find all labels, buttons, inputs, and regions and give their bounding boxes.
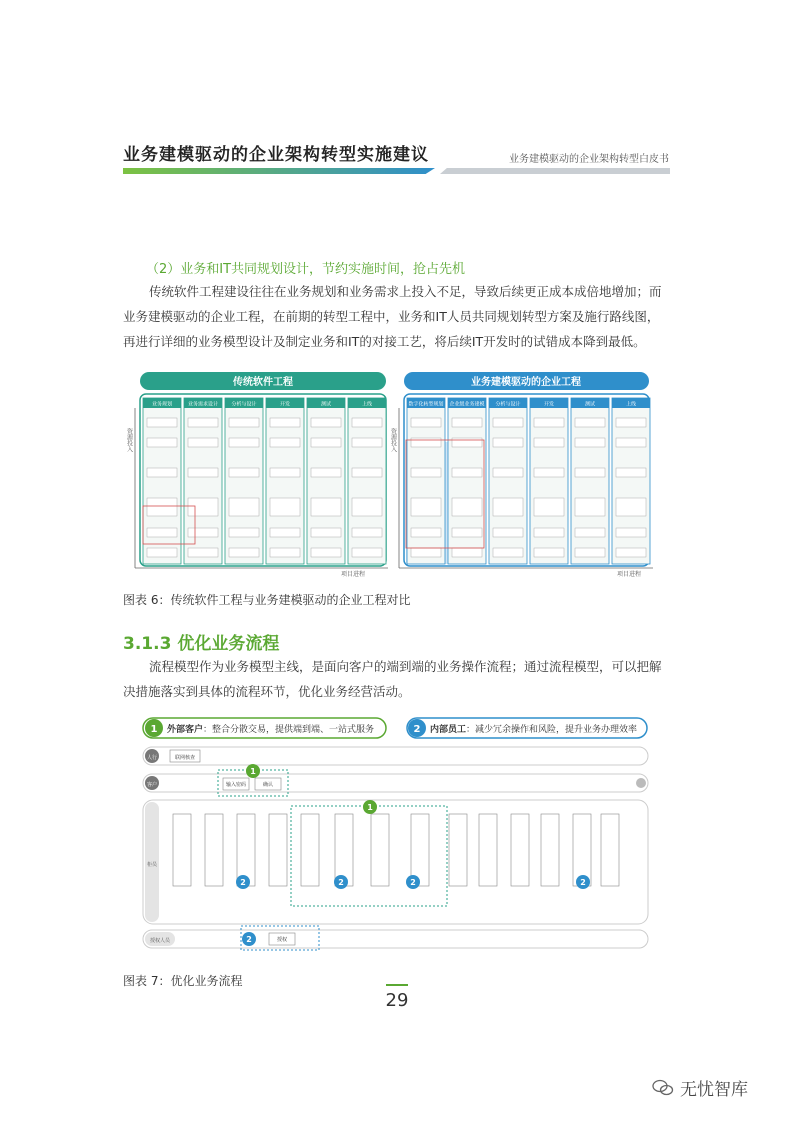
y-axis-label-right: 资源投入 [389, 428, 397, 452]
figure-process-flow [123, 714, 671, 964]
teller-step-9 [479, 814, 497, 886]
right-column-label-2: 分析与设计 [495, 401, 521, 408]
teller-step-10 [511, 814, 529, 886]
left-column-label-0: 业务规划 [151, 401, 173, 408]
left-column-4-box-2 [311, 468, 341, 477]
left-column-5-box-3 [352, 498, 382, 516]
left-column-2-box-0 [229, 418, 259, 427]
banner-internal-text: 内部员工：减少冗余操作和风险，提升业务办理效率 [430, 725, 638, 735]
left-column-2-box-3 [229, 498, 259, 516]
left-panel-title: 传统软件工程 [233, 377, 293, 388]
right-column-2-box-0 [493, 418, 523, 427]
lane-label-2: 客户 [146, 782, 158, 788]
box-enter-pwd-label: 输入密码 [225, 782, 247, 788]
left-column-3-box-2 [270, 468, 300, 477]
right-column-4-box-0 [575, 418, 605, 427]
box-authorize-label: 授权 [276, 937, 288, 943]
section-heading: （2）业务和IT共同规划设计，节约实施时间，抢占先机 [146, 262, 466, 277]
banner-external-text: 外部客户：整合分散交易，提供端到端、一站式服务 [167, 725, 375, 735]
figure2-caption: 图表 7：优化业务流程 [123, 974, 243, 988]
right-column-2-box-3 [493, 498, 523, 516]
right-column-3-box-0 [534, 418, 564, 427]
right-column-5-box-3 [616, 498, 646, 516]
box-confirm-label: 确认 [262, 782, 274, 788]
teller-step-3 [269, 814, 287, 886]
lane-customer [143, 774, 648, 792]
subsection-paragraph: 流程模型作为业务模型主线，是面向客户的端到端的业务操作流程；通过流程模型，可以把解决措施落实到具体的流程环节，优化业务经营活动。 [123, 659, 662, 699]
left-column-label-4: 测试 [320, 401, 332, 408]
left-column-3-box-1 [270, 438, 300, 447]
right-column-1-box-5 [452, 548, 482, 557]
left-column-label-3: 开发 [279, 401, 291, 408]
right-column-0-box-3 [411, 498, 441, 516]
banner-internal-num: 2 [413, 724, 421, 735]
right-column-0-box-0 [411, 418, 441, 427]
badge-customer-num: 1 [250, 767, 256, 776]
lane-people-bank [143, 747, 648, 765]
header-bar-accent [123, 168, 435, 174]
right-column-1-box-1 [452, 438, 482, 447]
watermark [652, 1075, 748, 1100]
page-number: 29 [385, 990, 409, 1011]
left-column-1-box-4 [188, 528, 218, 537]
y-axis-label-left: 资源投入 [125, 428, 133, 452]
right-column-4-box-2 [575, 468, 605, 477]
right-column-3-box-2 [534, 468, 564, 477]
right-column-1-box-4 [452, 528, 482, 537]
section-paragraph: 传统软件工程建设往往在业务规划和业务需求上投入不足，导致后续更正成本成倍地增加；而业务建模驱动的企业工程，在前期的转型工程中，业务和IT人员共同规划转型方案及施行路线图，再进行详细的业务模型设计及制定业务和IT的对接工艺，将后续IT开发时的试错成本降到最低。 [123, 284, 662, 349]
left-column-label-5: 上线 [361, 401, 373, 408]
left-column-4-box-4 [311, 528, 341, 537]
teller-step-1 [205, 814, 223, 886]
right-column-label-4: 测试 [584, 401, 596, 408]
right-column-2-box-4 [493, 528, 523, 537]
teller-badge-num-1: 2 [338, 878, 344, 887]
left-column-0-box-0 [147, 418, 177, 427]
teller-badge-num-0: 2 [240, 878, 246, 887]
left-column-label-1: 业务需求设计 [187, 401, 219, 408]
right-column-0-box-4 [411, 528, 441, 537]
box-online-check-label: 联网核查 [174, 755, 196, 761]
left-column-0-box-2 [147, 468, 177, 477]
teller-step-2 [237, 814, 255, 886]
teller-step-13 [601, 814, 619, 886]
x-axis-label-left: 项目进程 [341, 571, 366, 578]
right-column-label-5: 上线 [625, 401, 637, 408]
left-column-4-box-5 [311, 548, 341, 557]
left-column-label-2: 分析与设计 [231, 401, 257, 408]
x-axis-label-right: 项目进程 [617, 571, 642, 578]
lane-label-3: 柜员 [146, 862, 158, 868]
wechat-icon [652, 1079, 674, 1097]
lane-label-4: 授权人员 [149, 938, 171, 944]
left-column-3-box-5 [270, 548, 300, 557]
right-column-2-box-5 [493, 548, 523, 557]
right-column-4-box-1 [575, 438, 605, 447]
header-title: 业务建模驱动的企业架构转型实施建议 [123, 145, 429, 165]
left-column-3-box-4 [270, 528, 300, 537]
left-column-1-box-5 [188, 548, 218, 557]
watermark-text: 无忧智库 [680, 1080, 748, 1100]
right-column-2-box-2 [493, 468, 523, 477]
left-column-3-box-0 [270, 418, 300, 427]
teller-step-6 [371, 814, 389, 886]
badge-teller-num: 1 [367, 803, 373, 812]
right-column-0-box-2 [411, 468, 441, 477]
badge-auth-num: 2 [246, 935, 252, 944]
right-column-4-box-3 [575, 498, 605, 516]
teller-badge-num-2: 2 [410, 878, 416, 887]
teller-step-8 [449, 814, 467, 886]
right-column-3-box-3 [534, 498, 564, 516]
left-column-2-box-5 [229, 548, 259, 557]
left-column-5-box-0 [352, 418, 382, 427]
teller-step-11 [541, 814, 559, 886]
end-node [636, 778, 646, 788]
lane-authorizer [143, 930, 648, 948]
right-panel-title: 业务建模驱动的企业工程 [471, 377, 581, 388]
right-column-5-box-1 [616, 438, 646, 447]
subsection-heading: 3.1.3 优化业务流程 [123, 634, 280, 654]
right-column-3-box-1 [534, 438, 564, 447]
left-column-0-box-4 [147, 528, 177, 537]
right-column-5-box-5 [616, 548, 646, 557]
right-column-label-0: 数字化转型规划 [408, 401, 444, 408]
left-column-0-box-3 [147, 498, 177, 516]
teller-badge-num-3: 2 [580, 878, 586, 887]
right-column-5-box-2 [616, 468, 646, 477]
figure1-caption: 图表 6：传统软件工程与业务建模驱动的企业工程对比 [123, 593, 411, 607]
right-column-3-box-4 [534, 528, 564, 537]
right-column-5-box-4 [616, 528, 646, 537]
lane-label-1: 人行 [146, 755, 158, 761]
left-column-1-box-3 [188, 498, 218, 516]
left-column-4-box-0 [311, 418, 341, 427]
right-column-4-box-5 [575, 548, 605, 557]
right-column-5-box-0 [616, 418, 646, 427]
left-column-2-box-4 [229, 528, 259, 537]
left-column-5-box-2 [352, 468, 382, 477]
left-column-4-box-3 [311, 498, 341, 516]
left-column-0-box-5 [147, 548, 177, 557]
right-column-1-box-2 [452, 468, 482, 477]
left-column-2-box-2 [229, 468, 259, 477]
teller-step-0 [173, 814, 191, 886]
left-column-3-box-3 [270, 498, 300, 516]
header-bar-gray [440, 168, 670, 174]
left-column-5-box-4 [352, 528, 382, 537]
banner-external-num: 1 [150, 724, 158, 735]
right-column-4-box-4 [575, 528, 605, 537]
right-column-0-box-1 [411, 438, 441, 447]
left-column-1-box-2 [188, 468, 218, 477]
right-column-1-box-0 [452, 418, 482, 427]
left-column-4-box-1 [311, 438, 341, 447]
teller-step-5 [335, 814, 353, 886]
left-column-0-box-1 [147, 438, 177, 447]
right-column-label-3: 开发 [543, 401, 555, 408]
right-column-label-1: 企业级业务建模 [449, 401, 485, 408]
left-column-1-box-0 [188, 418, 218, 427]
teller-step-4 [301, 814, 319, 886]
left-column-5-box-5 [352, 548, 382, 557]
right-column-3-box-5 [534, 548, 564, 557]
right-column-0-box-5 [411, 548, 441, 557]
page-number-line [386, 984, 408, 986]
right-column-2-box-1 [493, 438, 523, 447]
figure-comparison [123, 368, 671, 578]
left-column-2-box-1 [229, 438, 259, 447]
header-subtitle: 业务建模驱动的企业架构转型白皮书 [509, 154, 669, 165]
left-column-5-box-1 [352, 438, 382, 447]
right-column-1-box-3 [452, 498, 482, 516]
left-column-1-box-1 [188, 438, 218, 447]
